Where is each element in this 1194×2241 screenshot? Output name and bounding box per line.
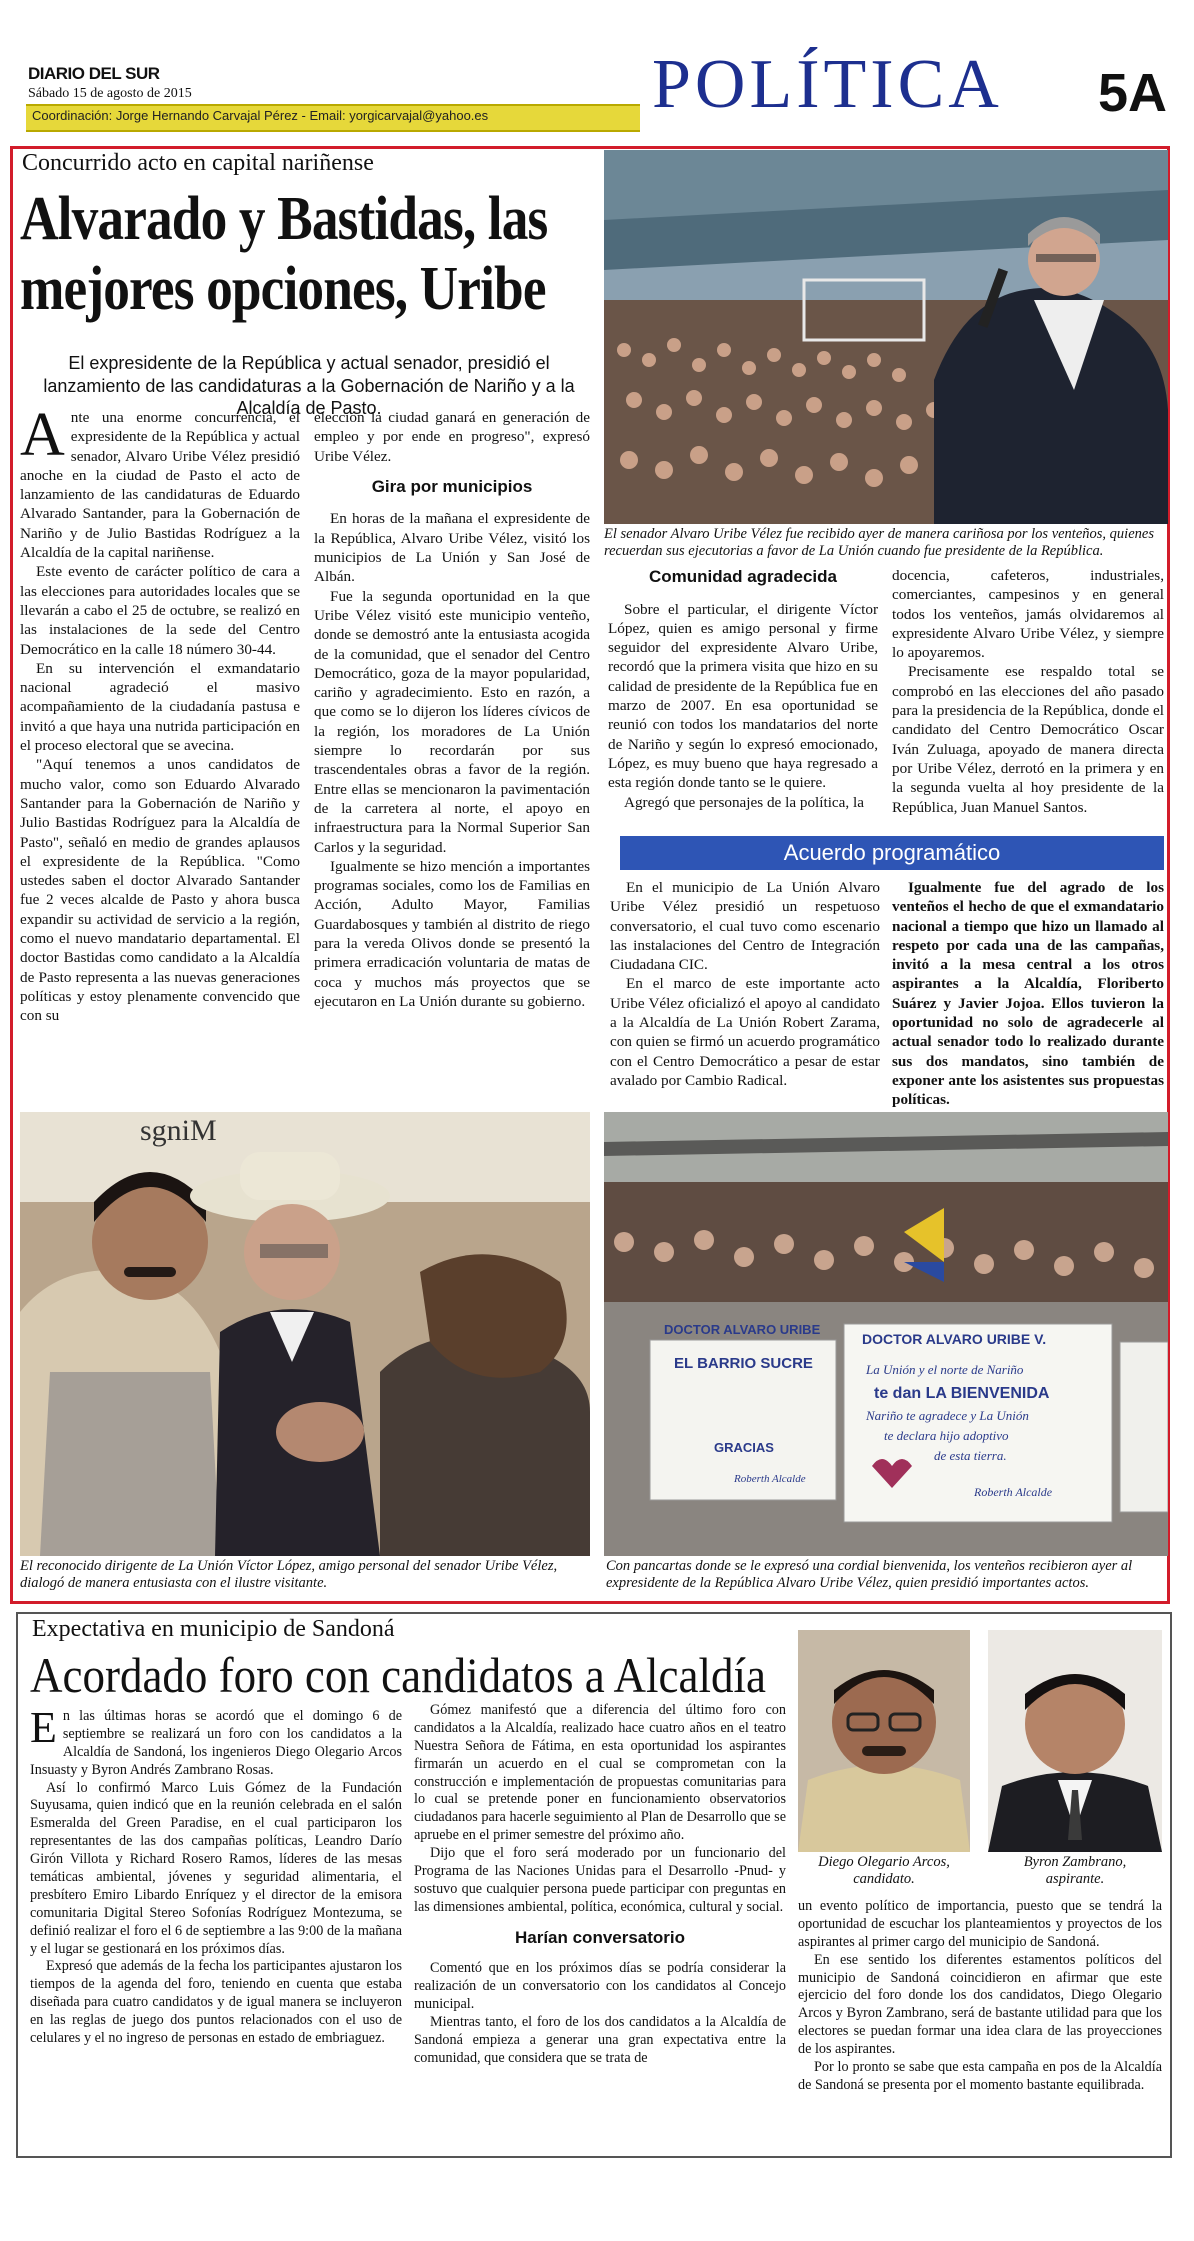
- article-paragraph: En horas de la mañana el expresidente de la República, Alvaro Uribe Vélez, visitó los municipios de La Unión y San José de Albán.: [314, 510, 590, 586]
- photo-mirrored-sign: sgniM: [140, 1114, 217, 1147]
- article-paragraph: Por lo pronto se sabe que esta campaña en pos de la Alcaldía de Sandoná se presenta por el momento bastante equilibrada.: [798, 2059, 1162, 2093]
- sandona-headline: Acordado foro con candidatos a Alcaldía: [30, 1647, 766, 1703]
- article-paragraph: En el municipio de La Unión Alvaro Uribe Vélez presidió un respetuoso conversatorio, el cual tuvo como escenario las instalaciones del Centro de Integración Ciudadana CIC.: [610, 879, 880, 974]
- banner2-line: de esta tierra.: [934, 1448, 1007, 1463]
- photo-senator-speaking: [604, 150, 1168, 524]
- section-title: POLÍTICA: [652, 46, 1003, 123]
- issue-date: Sábado 15 de agosto de 2015: [28, 86, 192, 101]
- photo-senator-speaking-image: [604, 150, 1168, 524]
- article-paragraph: Comentó que en los próximos días se podría considerar la realización de un conversatorio con los candidatos al Concejo municipal.: [414, 1960, 786, 2012]
- caption-diego: [798, 1854, 970, 1889]
- article-paragraph: En su intervención el exmandatario nacional agradeció el masivo acompañamiento de la ciudadanía pastusa e invitó a que haya una nutrida participación en el proceso electoral que se avecina.: [20, 659, 300, 755]
- banner1-line: DOCTOR ALVARO URIBE: [664, 1322, 821, 1337]
- article-column-2: [314, 408, 590, 1011]
- sandona-kicker: Expectativa en municipio de Sandoná: [32, 1616, 395, 1642]
- acuerdo-column-1: [610, 878, 880, 1090]
- article-paragraph: Igualmente fue del agrado de los venteños el hecho de que el exmandatario nacional a tiempo que hizo un llamado al respeto por cada una de las campañas, invitó a la mesa central a los otros aspirantes a la Alcaldía, Floriberto Suárez y Javier Jojoa. Ellos tuvieron la oportunidad no solo de agradecerle al actual senador todo lo realizado durante sus dos mandatos, sino también de exponer ante los asistentes sus propuestas políticas.: [892, 879, 1164, 1109]
- subhead-gira: Gira por municipios: [371, 476, 533, 496]
- banner1-line: Roberth Alcalde: [734, 1473, 806, 1485]
- article-paragraph: Precisamente ese respaldo total se comprobó en las elecciones del año pasado para la presidencia de la República, donde el candidato del Centro Democrático Oscar Iván Zuluaga, apoyado de manera directa por Uribe Vélez, derrotó en la primera y en la segunda vuelta al hoy presidente de la República, Juan Manuel Santos.: [892, 663, 1164, 816]
- article-column-3: [608, 566, 878, 812]
- photo-byron-zambrano-image: [988, 1630, 1162, 1852]
- article-paragraph: Gómez manifestó que a diferencia del último foro con candidatos a la Alcaldía, realizado hace cuatro años en el teatro Nuestra Señora de Fátima, en esta oportunidad los aspirantes firmarán un acuerdo en el cual se comprometan con la construcción e implementación de propuestas comunitarias para lo cual se pretende poner en funcionamiento observatorios ciudadanos para hacerle seguimiento al Plan de Desarrollo que se apruebe en el primer semestre del próximo año.: [414, 1702, 786, 1844]
- article-paragraph: "Aquí tenemos a unos candidatos de mucho valor, como son Eduardo Alvarado Santander para la Gobernación de Nariño y Julio Bastidas Rodríguez para la Alcaldía de Pasto", señaló en medio de grandes aplausos el expresidente de la República. "Como ustedes saben el doctor Alvarado Santander fue 2 veces alcalde de Pasto y ahora busca expandir su actividad de servicio a la región, como el nuevo mandatario departamental. El doctor Bastidas como candidato a la Alcaldía de Pasto representa a las nuevas generaciones políticas y estoy plenamente convencido que con su: [20, 756, 300, 1025]
- article-paragraph: Fue la segunda oportunidad en la que Uribe Vélez visitó este municipio venteño, donde se demostró ante la entusiasta acogida de la comunidad, que el senador del Centro Democrático, goza de la mayor popularidad, cariño y agradecimiento. Esto en razón, a que como se lo dijeron los líderes cívicos de la región, los moradores de La Unión siempre lo recordarán por sus trascendentales obras a favor de la región. Entre ellas se mencionaron la pavimentación de la carretera al norte, el apoyo en infraestructura para la Normal Superior San Carlos y la seguridad.: [314, 587, 590, 856]
- photo-lopez-uribe: [20, 1112, 590, 1556]
- caption-diego-name: Diego Olegario Arcos,: [818, 1854, 950, 1870]
- article-paragraph: Mientras tanto, el foro de los dos candidatos a la Alcaldía de Sandoná empieza a generar una gran expectativa entre la comunidad, que considera que se trata de: [414, 2013, 786, 2066]
- banner1-line: EL BARRIO SUCRE: [674, 1355, 813, 1372]
- photo-lopez-caption: El reconocido dirigente de La Unión Víctor López, amigo personal del senador Uribe Vélez, dialogó de manera entusiasta con el ilustre visitante.: [20, 1558, 558, 1592]
- article-paragraph: docencia, cafeteros, industriales, comerciantes, campesinos y en general todos los venteños, jamás olvidaremos al expresidente Alvaro Uribe Vélez, y siempre lo apoyaremos.: [892, 567, 1164, 662]
- article-paragraph: Sobre el particular, el dirigente Víctor López, quien es amigo personal y firme seguidor del expresidente Alvaro Uribe, recordó que la primera visita que hizo en su calidad de presidente de la República fue en marzo de 2007. En esa oportunidad se reunió con todos los mandatarios del norte de Nariño y según lo expresó emocionado, López, es muy bueno que haya regresado a esta región donde tanto se le quiere.: [608, 600, 878, 792]
- newspaper-name: DIARIO DEL SUR: [28, 64, 160, 83]
- photo-senator-caption: El senador Alvaro Uribe Vélez fue recibido ayer de manera cariñosa por los venteños, quienes recuerdan sus ejecutorias a favor de La Unión cuando fue presidente de la República.: [604, 526, 1154, 560]
- drop-cap: E: [30, 1703, 57, 1752]
- caption-byron-name: Byron Zambrano,: [1023, 1854, 1127, 1870]
- article-column-4: [892, 566, 1164, 817]
- article-paragraph: nte una enorme concurrencia, el expresidente de la República y actual senador, Alvaro Uribe Vélez presidió anoche en la ciudad de Pasto el acto de lanzamiento de las candidaturas de Eduardo Alvarado Santander, para la Gobernación de Nariño y de Julio Bastidas Rodríguez a la Alcaldía de la capital nariñense.: [20, 409, 300, 562]
- article-paragraph: En ese sentido los diferentes estamentos políticos del municipio de Sandoná coincidieron en afirmar que este ejercicio del foro donde los dos candidatos, Diego Olegario Arcos y Byron Zambrano, será de bastante utilidad para que los electores se puedan formar una idea clara de las proyecciones de los aspirantes.: [798, 1951, 1162, 2058]
- photo-crowd-caption: Con pancartas donde se le expresó una cordial bienvenida, los venteños recibieron ayer al expresidente de la República Alvaro Uribe Vélez, quien presidió importantes actos.: [606, 1558, 1133, 1592]
- caption-byron: [988, 1854, 1162, 1889]
- article-paragraph: En el marco de este importante acto Uribe Vélez oficializó el apoyo al candidato a la Alcaldía de La Unión Robert Zarama, con quien se firmó un acuerdo programático con el Centro Democrático a pesar de estar avalado por Cambio Radical.: [610, 975, 880, 1089]
- page-number: 5A: [1098, 63, 1168, 123]
- article-kicker: Concurrido acto en capital nariñense: [22, 150, 374, 176]
- drop-cap: A: [20, 401, 65, 469]
- subhead-comunidad: Comunidad agradecida: [649, 567, 837, 586]
- headline-line-2: mejores opciones, Uribe: [20, 255, 546, 323]
- banner2-line: Nariño te agradece y La Unión: [866, 1408, 1029, 1423]
- banner1-line: GRACIAS: [714, 1440, 774, 1455]
- photo-crowd-banners: [604, 1112, 1168, 1556]
- caption-diego-role: candidato.: [853, 1871, 915, 1888]
- sandona-column-1: [30, 1703, 402, 2048]
- article-paragraph: Este evento de carácter político de cara a las elecciones para autoridades locales que se llevarán a cabo el 25 de octubre, se realizó en las instalaciones de la sede del Centro Democrático en la calle 18 número 30-44.: [20, 563, 300, 658]
- caption-byron-role: aspirante.: [1045, 1871, 1105, 1888]
- acuerdo-banner: Acuerdo programático: [620, 836, 1164, 870]
- photo-crowd-banners-image: [604, 1112, 1168, 1556]
- banner2-line: Roberth Alcalde: [974, 1485, 1053, 1499]
- article-paragraph: Dijo que el foro será moderado por un funcionario del Programa de las Naciones Unidas para el Desarrollo -Pnud- y sostuvo que cualquier persona puede participar con preguntas en las dimensiones ambiental, política, económica, cultural y social.: [414, 1845, 786, 1915]
- article-paragraph: Igualmente se hizo mención a importantes programas sociales, como los de Familias en Acción, Adulto Mayor, Familias Guardabosques y también al distrito de riego para la vereda Olivos donde se presentó la primera erradicación voluntaria de matas de coca y muchos más proyectos que se ejecutaron en La Unión durante su gobierno.: [314, 857, 590, 1010]
- banner2-line: DOCTOR ALVARO URIBE V.: [862, 1331, 1047, 1347]
- article-paragraph: Expresó que además de la fecha los participantes ajustaron los tiempos de la agenda del foro, teniendo en cuenta que estaba diseñada para cuatro candidatos y de igual manera se incluyeron en las reglas de juego dos puntos relacionados con el uso de celulares y el no ingreso de personas en estado de embriaguez.: [30, 1958, 402, 2047]
- article-column-1: [20, 401, 300, 1026]
- article-paragraph: elección la ciudad ganará en generación de empleo y por ende en progreso", expresó Uribe Vélez.: [314, 409, 590, 465]
- banner2-line: te dan LA BIENVENIDA: [874, 1385, 1050, 1402]
- headline-line-1: Alvarado y Bastidas, las: [20, 185, 548, 253]
- photo-byron-zambrano: [988, 1630, 1162, 1852]
- article-paragraph: un evento político de importancia, puesto que se tendrá la oportunidad de escuchar los planteamientos y proyectos de los aspirantes al primer cargo del municipio de Sandoná.: [798, 1898, 1162, 1950]
- banner2-line: te declara hijo adoptivo: [884, 1428, 1009, 1443]
- banner2-line: La Unión y el norte de Nariño: [866, 1362, 1024, 1377]
- acuerdo-column-2: [892, 878, 1164, 1110]
- sandona-column-3: [798, 1898, 1162, 2095]
- article-paragraph: n las últimas horas se acordó que el domingo 6 de septiembre se realizará un foro con los candidatos a la Alcaldía de Sandoná, los ingenieros Diego Olegario Arcos Insuasty y Byron Andrés Zambrano Rosas.: [30, 1708, 402, 1778]
- photo-diego-arcos: [798, 1630, 970, 1852]
- photo-diego-arcos-image: [798, 1630, 970, 1852]
- sandona-column-2: [414, 1702, 786, 2067]
- article-paragraph: Así lo confirmó Marco Luis Gómez de la Fundación Suyusama, quien indicó que en la reunión celebrada en el salón Esmeralda del Green Paradise, en el cual participaron los representantes de las dos campañas políticas, Leandro Darío Girón Villota y Richard Rosero Ramos, líderes de las mesas temáticas ambiental, jóvenes y seguridad alimentaria, el presbítero Emiro Libardo Enríquez y el director de la emisora comunitaria Digital Stereo Sofonías Rodríguez Montezuma, se definió realizar el foro el 6 de septiembre a las 9:00 de la mañana y el lugar se gestionará en los próximos días.: [30, 1779, 402, 1957]
- article-paragraph: Agregó que personajes de la política, la: [624, 793, 864, 811]
- photo-lopez-uribe-image: [20, 1112, 590, 1556]
- coordination-text: Coordinación: Jorge Hernando Carvajal Pérez - Email: yorgicarvajal@yahoo.es: [32, 108, 489, 123]
- article-deck: El expresidente de la República y actual senador, presidió el lanzamiento de las candidaturas a la Gobernación de Nariño y a la Alcaldía de Pasto.: [43, 353, 575, 418]
- subhead-conversatorio: Harían conversatorio: [514, 1927, 686, 1947]
